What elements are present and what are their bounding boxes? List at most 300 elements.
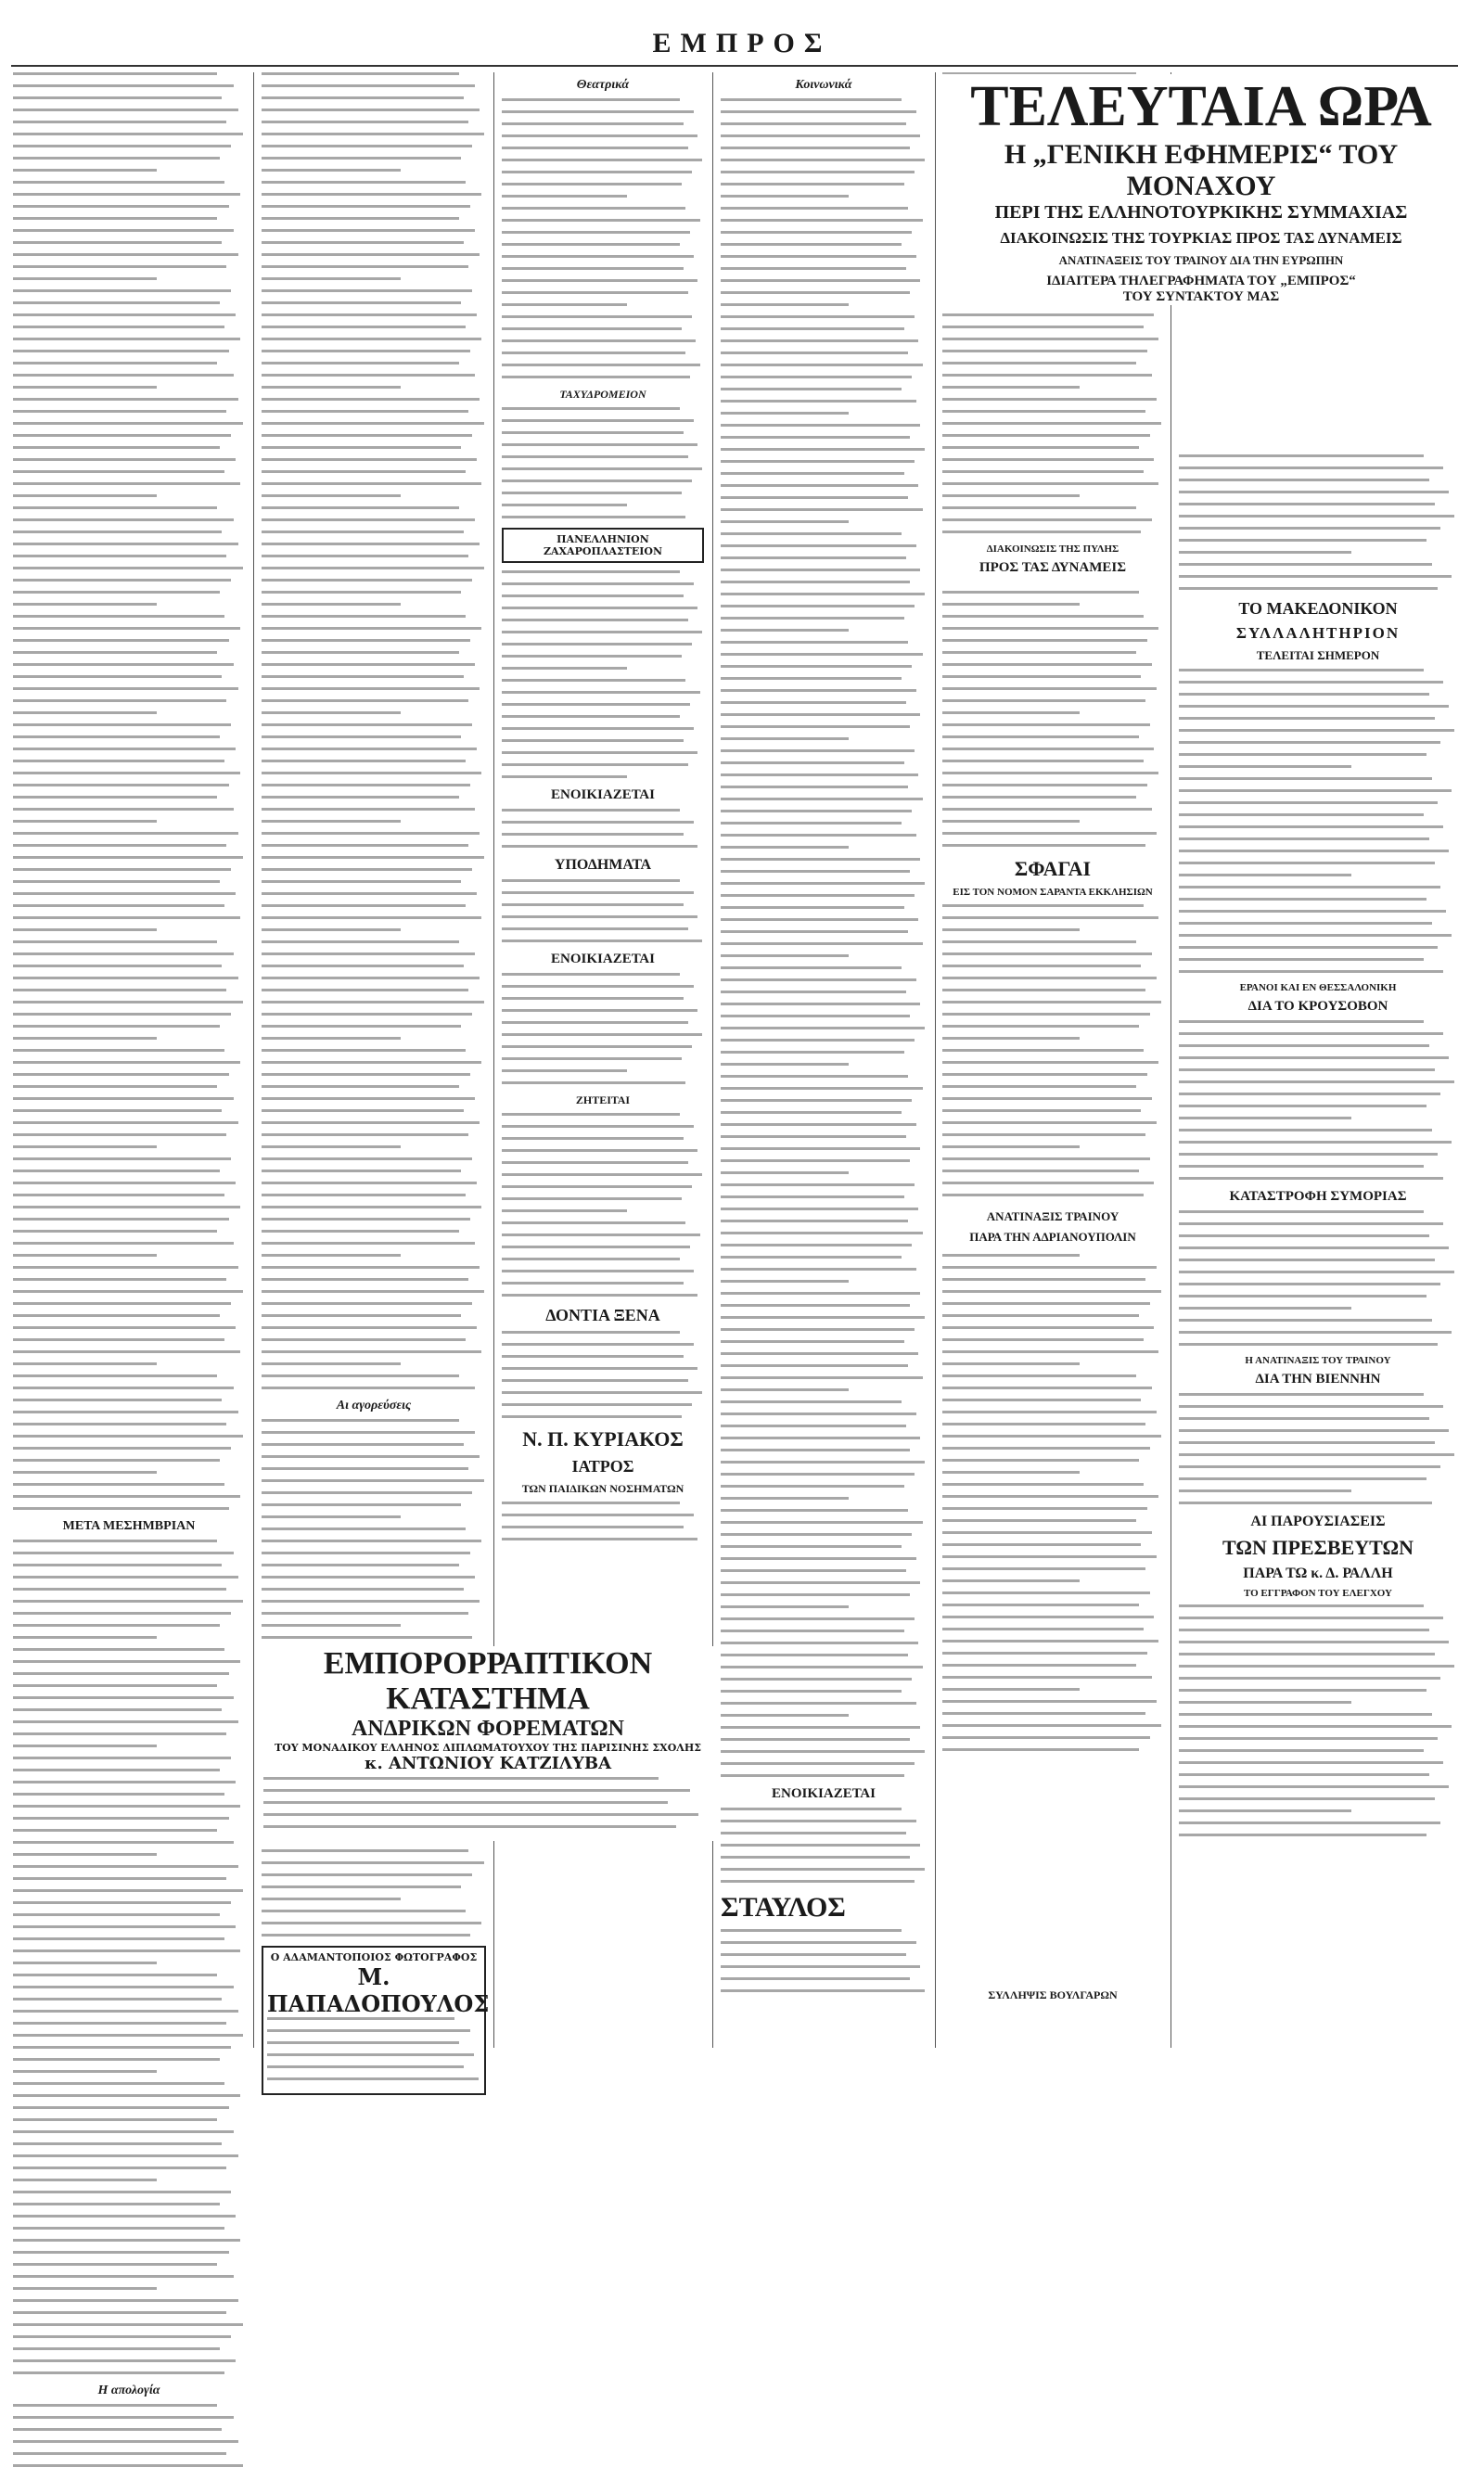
section-heading: ΑΙ ΠΑΡΟΥΣΙΑΣΕΙΣ	[1250, 1514, 1386, 1529]
text-line	[502, 1209, 627, 1212]
text-line	[942, 1254, 1080, 1257]
section-heading: ΕΝΟΙΚΙΑΖΕΤΑΙ	[772, 1786, 876, 1801]
section-heading: ΣΥΛΛΗΨΙΣ ΒΟΥΛΓΑΡΩΝ	[988, 1988, 1118, 2001]
text-line	[13, 868, 231, 871]
text-line	[13, 844, 226, 847]
text-line	[1179, 1259, 1435, 1261]
text-line	[502, 1391, 702, 1394]
section-heading: ΠΑΝΕΛΛΗΝΙΟΝ ΖΑΧΑΡΟΠΛΑΣΤΕΙΟΝ	[502, 528, 704, 563]
text-line	[502, 703, 690, 706]
text-line	[1179, 813, 1424, 816]
text-line	[502, 1343, 694, 1346]
text-line	[262, 1467, 468, 1470]
text-line	[721, 1738, 910, 1741]
text-line	[721, 1292, 920, 1295]
text-line	[13, 808, 234, 811]
text-line	[1179, 801, 1438, 804]
text-line	[942, 1085, 1136, 1088]
text-line	[502, 1331, 680, 1334]
text-line	[721, 1244, 912, 1246]
text-line	[262, 253, 480, 256]
text-line	[721, 1726, 920, 1729]
text-line	[13, 1588, 226, 1591]
text-line	[13, 1732, 226, 1735]
text-line	[502, 594, 684, 597]
text-line	[13, 2335, 231, 2338]
text-line	[262, 193, 481, 196]
text-line	[262, 1540, 481, 1542]
text-line	[262, 1218, 470, 1221]
text-line	[942, 1591, 1150, 1594]
text-line	[262, 181, 466, 184]
text-line	[721, 1027, 925, 1029]
text-line	[262, 410, 468, 413]
text-line	[502, 927, 688, 930]
text-line	[721, 1208, 918, 1210]
text-line	[13, 1781, 236, 1783]
text-line	[262, 1419, 459, 1422]
text-line	[721, 1509, 908, 1512]
section-heading: ΕΝΟΙΚΙΑΖΕΤΑΙ	[551, 787, 655, 802]
text-line	[1179, 669, 1424, 671]
text-line	[721, 810, 912, 812]
text-line	[13, 772, 240, 774]
text-line	[721, 484, 918, 487]
text-line	[262, 518, 475, 521]
text-line	[942, 1350, 1158, 1353]
text-line	[13, 1266, 238, 1269]
text-line	[502, 1161, 688, 1164]
text-line	[262, 1600, 480, 1603]
text-line	[721, 231, 912, 234]
text-line	[13, 1326, 236, 1329]
text-line	[502, 1197, 682, 1200]
text-line	[942, 1399, 1141, 1401]
text-line	[13, 1540, 217, 1542]
text-line	[1179, 491, 1449, 493]
text-line	[262, 446, 461, 449]
text-line	[13, 2106, 229, 2109]
text-line	[13, 470, 224, 473]
text-line	[262, 1157, 472, 1160]
text-line	[942, 832, 1157, 835]
text-line	[13, 313, 236, 316]
text-line	[1179, 1749, 1424, 1752]
ad-subtitle: ΑΝΔΡΙΚΩΝ ΦΟΡΕΜΑΤΩΝ	[352, 1717, 624, 1741]
text-line	[721, 629, 849, 632]
text-line	[13, 1302, 231, 1305]
text-line	[13, 1998, 222, 2000]
text-line	[262, 1898, 401, 1900]
text-line	[721, 773, 918, 776]
section-heading: ΠΑΡΑ ΤΗΝ ΑΔΡΙΑΝΟΥΠΟΛΙΝ	[969, 1230, 1136, 1244]
text-line	[942, 313, 1154, 316]
text-line	[13, 1865, 238, 1868]
text-line	[721, 1929, 902, 1932]
text-line	[13, 109, 238, 111]
text-line	[13, 1037, 157, 1040]
text-line	[1179, 1773, 1429, 1776]
text-line	[1179, 1129, 1432, 1131]
section-heading: ΠΡΟΣ ΤΑΣ ΔΥΝΑΜΕΙΣ	[979, 560, 1127, 575]
text-line	[721, 388, 902, 390]
text-line	[1179, 503, 1435, 505]
text-line	[262, 1109, 464, 1112]
section-heading: ΕΙΣ ΤΟΝ ΝΟΜΟΝ ΣΑΡΑΝΤΑ ΕΚΚΛΗΣΙΩΝ	[953, 887, 1153, 898]
text-line	[1179, 1271, 1454, 1273]
text-line	[1179, 1177, 1443, 1180]
section-heading: ΤΟ ΕΓΓΡΑΦΟΝ ΤΟΥ ΕΛΕΓΧΟΥ	[1243, 1588, 1392, 1599]
text-line	[502, 607, 697, 609]
text-line	[13, 506, 217, 509]
text-line	[721, 508, 923, 511]
text-line	[502, 339, 696, 342]
text-line	[13, 651, 217, 654]
text-line	[1179, 910, 1446, 913]
text-line	[262, 434, 472, 437]
text-line	[262, 1588, 464, 1591]
text-line	[721, 472, 904, 475]
column-5-section	[942, 851, 1163, 903]
text-line	[262, 687, 480, 690]
text-line	[721, 171, 915, 173]
text-line	[13, 2191, 231, 2193]
text-line	[262, 96, 464, 99]
text-line	[721, 1051, 904, 1054]
text-line	[262, 1278, 468, 1281]
text-line	[942, 422, 1161, 425]
text-line	[942, 1628, 1144, 1630]
text-line	[721, 1521, 923, 1524]
text-line	[262, 784, 470, 786]
text-line	[267, 2017, 454, 2020]
text-line	[13, 965, 222, 967]
text-line	[13, 723, 231, 726]
text-line	[13, 265, 226, 268]
text-line	[721, 1533, 912, 1536]
text-line	[13, 916, 240, 919]
text-line	[13, 1612, 231, 1615]
text-line	[13, 615, 224, 618]
text-line	[502, 455, 688, 458]
text-line	[942, 1314, 1139, 1317]
text-line	[13, 1901, 231, 1904]
headline: ΤΕΛΕΥΤΑΙΑ ΩΡΑ	[970, 75, 1432, 138]
text-line	[1179, 551, 1351, 554]
text-line	[13, 530, 222, 533]
section-heading: Αι αγορεύσεις	[336, 1399, 412, 1412]
text-line	[13, 1708, 222, 1711]
text-line	[13, 1447, 231, 1450]
text-line	[721, 677, 902, 680]
text-line	[13, 2428, 222, 2431]
text-line	[721, 219, 923, 222]
ad-line: Ο ΑΔΑΜΑΝΤΟΠΟΙΟΣ ΦΩΤΟΓΡΑΦΟΣ	[270, 1951, 478, 1963]
text-line	[721, 376, 912, 378]
text-line	[13, 1145, 157, 1148]
text-line	[942, 1013, 1150, 1016]
text-line	[262, 1085, 459, 1088]
text-line	[502, 1069, 627, 1072]
text-line	[1179, 1617, 1443, 1619]
text-line	[13, 1483, 224, 1486]
text-line	[721, 1702, 916, 1705]
text-line	[721, 1340, 904, 1343]
text-line	[262, 591, 461, 594]
body-text-block	[1179, 669, 1457, 973]
text-line	[1179, 1809, 1351, 1812]
text-line	[1179, 1465, 1440, 1468]
text-line	[262, 1230, 459, 1233]
text-line	[502, 763, 688, 766]
text-line	[502, 715, 680, 718]
headline-sub: ΠΕΡΙ ΤΗΣ ΕΛΛΗΝΟΤΟΥΡΚΙΚΗΣ ΣΥΜΜΑΧΙΑΣ	[994, 202, 1408, 223]
text-line	[502, 1033, 702, 1036]
text-line	[262, 1443, 464, 1446]
text-line	[262, 1624, 401, 1627]
text-line	[262, 627, 481, 630]
doctor-name: Ν. Π. ΚΥΡΙΑΚΟΣ	[522, 1427, 684, 1451]
text-line	[502, 1125, 694, 1128]
body-text-block	[1179, 1604, 1457, 1836]
text-line	[942, 1073, 1147, 1076]
text-line	[721, 665, 912, 668]
text-line	[262, 699, 468, 702]
text-line	[1179, 874, 1351, 876]
text-line	[13, 856, 243, 859]
text-line	[13, 2203, 220, 2205]
text-line	[262, 1491, 472, 1494]
text-line	[502, 739, 684, 742]
text-line	[721, 1425, 906, 1427]
body-text-block	[13, 72, 245, 1510]
text-line	[13, 338, 240, 340]
text-line	[1179, 1246, 1449, 1249]
text-line	[13, 217, 217, 220]
text-line	[721, 327, 904, 330]
body-text-block	[262, 72, 486, 1389]
text-line	[721, 1666, 923, 1668]
text-line	[721, 1605, 849, 1608]
text-line	[1179, 1032, 1443, 1035]
text-line	[13, 748, 236, 750]
text-line	[721, 822, 902, 824]
text-line	[502, 891, 694, 894]
text-line	[502, 364, 700, 366]
text-line	[721, 267, 906, 270]
headline-sub: ΑΝΑΤΙΝΑΞΕΙΣ ΤΟΥ ΤΡΑΙΝΟΥ ΔΙΑ ΤΗΝ ΕΥΡΩΠΗΝ	[1058, 253, 1344, 267]
text-line	[721, 1195, 904, 1198]
text-line	[13, 1769, 220, 1771]
text-line	[1179, 1665, 1454, 1668]
text-line	[942, 699, 1145, 702]
text-line	[721, 122, 906, 125]
text-line	[267, 2029, 470, 2032]
text-line	[1179, 1502, 1432, 1504]
text-line	[13, 2179, 157, 2181]
text-line	[267, 2065, 464, 2068]
text-line	[1179, 1701, 1351, 1704]
text-line	[1179, 825, 1443, 828]
text-line	[502, 98, 680, 101]
text-line	[262, 1025, 461, 1028]
text-line	[13, 940, 217, 943]
text-line	[262, 482, 481, 485]
text-line	[1179, 1453, 1454, 1456]
text-line	[942, 615, 1144, 618]
text-line	[721, 1642, 918, 1644]
text-line	[262, 1922, 481, 1924]
text-line	[721, 1868, 925, 1871]
text-line	[13, 1206, 240, 1208]
text-line	[262, 1037, 401, 1040]
text-line	[13, 193, 240, 196]
text-line	[1179, 1653, 1435, 1655]
text-line	[1179, 1165, 1424, 1168]
text-line	[942, 1049, 1144, 1052]
text-line	[721, 400, 916, 403]
text-line	[13, 253, 238, 256]
text-line	[13, 1314, 220, 1317]
text-line	[262, 157, 461, 160]
body-text-block	[502, 1331, 704, 1418]
text-line	[721, 1328, 915, 1331]
text-line	[942, 1543, 1141, 1546]
text-line	[262, 229, 475, 232]
text-line	[13, 2118, 217, 2121]
text-line	[262, 1431, 475, 1434]
text-line	[942, 1447, 1150, 1450]
text-line	[1179, 958, 1424, 961]
text-line	[1179, 1641, 1449, 1643]
text-line	[942, 772, 1158, 774]
text-line	[502, 315, 692, 318]
text-line	[13, 2227, 224, 2230]
text-line	[262, 1001, 484, 1003]
text-line	[502, 1009, 697, 1012]
text-line	[502, 171, 692, 173]
text-line	[262, 72, 459, 75]
text-line	[262, 1576, 475, 1579]
body-text-block	[942, 72, 1163, 1751]
text-line	[262, 748, 477, 750]
column-3	[502, 72, 704, 2048]
text-line	[262, 868, 472, 871]
text-line	[942, 627, 1158, 630]
text-line	[721, 1569, 906, 1572]
text-line	[262, 313, 477, 316]
text-line	[721, 424, 920, 427]
text-line	[502, 643, 692, 646]
text-line	[721, 1183, 915, 1186]
text-line	[942, 1266, 1157, 1269]
doctor-specialty: ΤΩΝ ΠΑΙΔΙΚΩΝ ΝΟΣΗΜΑΤΩΝ	[521, 1482, 684, 1495]
text-line	[13, 1085, 217, 1088]
text-line	[502, 751, 697, 754]
text-line	[502, 570, 680, 573]
body-text-block	[1179, 454, 1457, 590]
text-line	[267, 2077, 479, 2080]
text-line	[13, 326, 224, 328]
text-line	[262, 217, 459, 220]
text-line	[502, 631, 702, 633]
text-line	[942, 1362, 1080, 1365]
text-line	[942, 1194, 1144, 1196]
text-line	[721, 303, 849, 306]
text-line	[942, 1471, 1080, 1474]
text-line	[13, 2082, 224, 2085]
text-line	[721, 1678, 912, 1681]
text-line	[262, 121, 468, 123]
text-line	[262, 1097, 475, 1100]
text-line	[721, 1762, 915, 1765]
body-text-block	[502, 1502, 704, 1540]
text-line	[942, 1133, 1145, 1136]
text-line	[13, 832, 238, 835]
text-line	[721, 653, 923, 656]
column-separator	[935, 72, 936, 2048]
text-line	[942, 928, 1080, 931]
text-line	[942, 1483, 1144, 1486]
text-line	[13, 2299, 238, 2302]
text-line	[942, 711, 1080, 714]
text-line	[13, 398, 238, 401]
text-line	[942, 1278, 1145, 1281]
text-line	[942, 1182, 1154, 1184]
text-line	[942, 1326, 1154, 1329]
text-line	[1179, 527, 1440, 530]
text-line	[721, 1844, 920, 1847]
text-line	[942, 446, 1139, 449]
text-line	[262, 940, 459, 943]
body-text-block	[13, 2404, 245, 2467]
text-line	[13, 1399, 222, 1401]
text-line	[942, 458, 1154, 461]
text-line	[1179, 1821, 1440, 1824]
section-heading: ΤΩΝ ΠΡΕΣΒΕΥΤΩΝ	[1222, 1536, 1414, 1559]
section-heading: Θεατρικά	[576, 78, 630, 92]
text-line	[262, 1885, 461, 1888]
text-line	[13, 1672, 229, 1675]
text-line	[1179, 479, 1429, 481]
text-line	[13, 977, 238, 979]
text-line	[502, 492, 682, 494]
text-line	[13, 1194, 224, 1196]
text-line	[13, 579, 231, 582]
text-line	[13, 1073, 229, 1076]
text-line	[13, 84, 234, 87]
text-line	[721, 1268, 916, 1271]
text-line	[13, 1387, 234, 1389]
text-line	[262, 952, 475, 955]
text-line	[1179, 467, 1443, 469]
text-line	[502, 1137, 684, 1140]
text-line	[13, 2034, 243, 2037]
text-line	[942, 735, 1139, 738]
text-line	[1179, 1713, 1432, 1716]
text-line	[13, 1696, 234, 1699]
text-line	[721, 737, 849, 740]
text-line	[13, 1374, 217, 1377]
text-line	[262, 1073, 470, 1076]
text-line	[502, 809, 680, 812]
text-line	[1179, 1417, 1429, 1420]
text-line	[721, 1774, 904, 1777]
text-line	[721, 930, 908, 933]
text-line	[13, 1157, 231, 1160]
text-line	[13, 458, 236, 461]
section-heading: ΕΡΑΝΟΙ ΚΑΙ ΕΝ ΘΕΣΣΑΛΟΝΙΚΗ	[1239, 982, 1397, 993]
